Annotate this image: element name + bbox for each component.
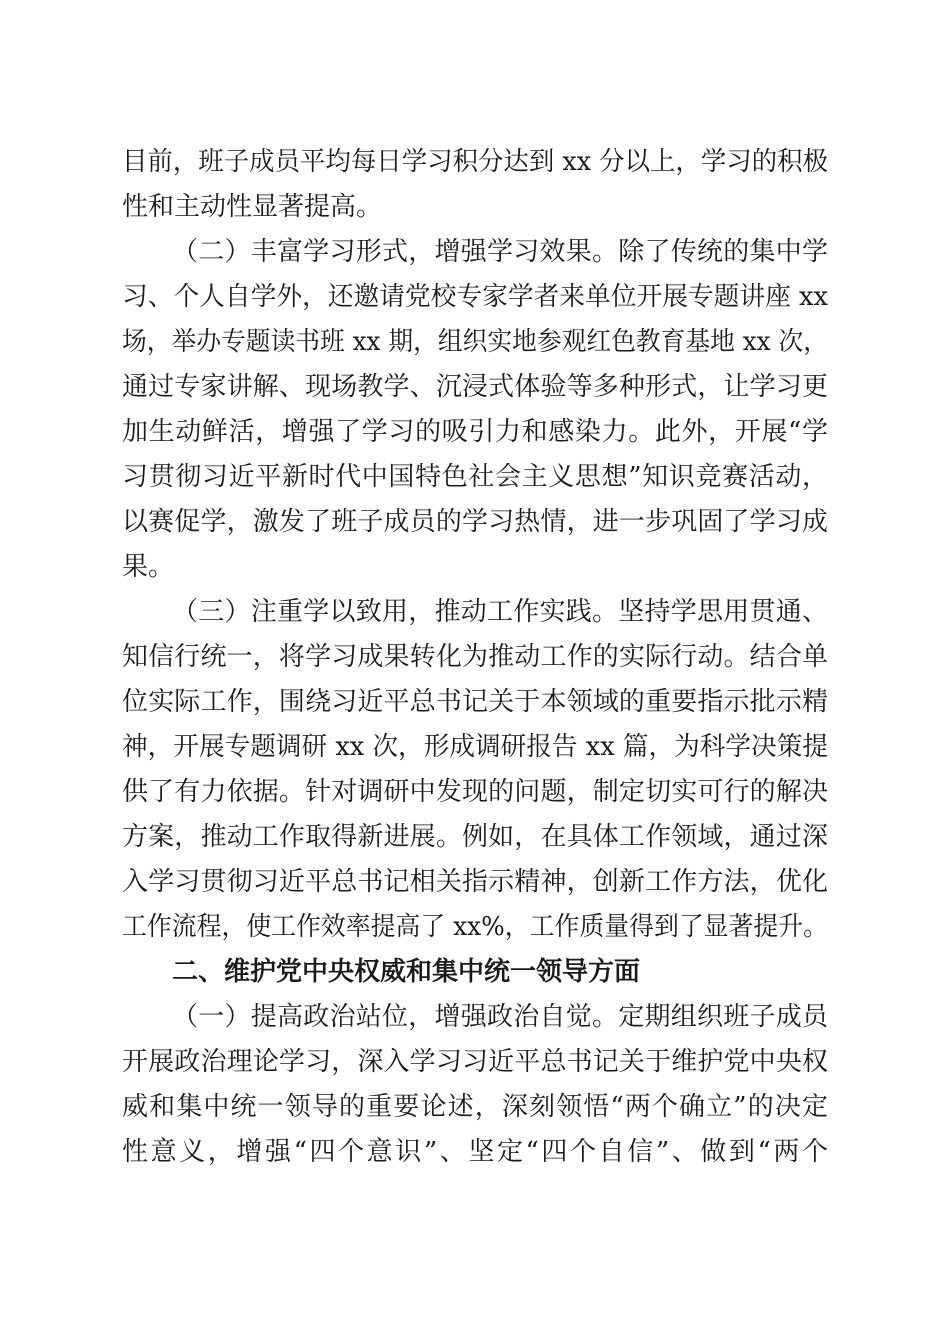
line-text: 威和集中统一领导的重要论述，深刻领悟“两个确立”的决定 (122, 1092, 830, 1122)
text-line (0, 1086, 950, 1128)
line-text: 性意义，增强“四个意识”、坚定“四个自信”、做到“两个 (122, 1137, 831, 1167)
heading-text: 二、维护党中央权威和集中统一领导方面 (172, 957, 641, 987)
text-line (0, 681, 950, 723)
text-line (0, 231, 950, 273)
text-line (0, 411, 950, 453)
line-text: （一）提高政治站位，增强政治自觉。定期组织班子成员 (172, 1002, 829, 1032)
text-line (0, 861, 950, 903)
text-line (0, 816, 950, 858)
text-line (0, 276, 950, 318)
text-line (0, 456, 950, 498)
text-line (0, 1041, 950, 1083)
text-line (0, 906, 950, 948)
line-text: （三）注重学以致用，推动工作实践。坚持学思用贯通、 (172, 597, 829, 627)
line-text: 通过专家讲解、现场教学、沉浸式体验等多种形式，让学习更 (122, 372, 829, 402)
text-line (0, 1131, 950, 1173)
text-line (0, 996, 950, 1038)
line-text: 位实际工作，围绕习近平总书记关于本领域的重要指示批示精 (122, 687, 829, 717)
section-heading (0, 951, 950, 993)
line-text: 习、个人自学外，还邀请党校专家学者来单位开展专题讲座 xx (122, 282, 828, 312)
line-text: 习贯彻习近平新时代中国特色社会主义思想”知识竞赛活动， (122, 462, 829, 492)
text-line (0, 636, 950, 678)
text-line (0, 501, 950, 543)
line-text: 工作流程，使工作效率提高了 xx%，工作质量得到了显著提升。 (122, 912, 828, 942)
text-line (0, 366, 950, 408)
text-line (0, 321, 950, 363)
text-line (0, 186, 950, 228)
line-text: 果。 (122, 552, 175, 582)
line-text: 加生动鲜活，增强了学习的吸引力和感染力。此外，开展“学 (122, 417, 829, 447)
line-text: 神，开展专题调研 xx 次，形成调研报告 xx 篇，为科学决策提 (122, 732, 828, 762)
line-text: 以赛促学，激发了班子成员的学习热情，进一步巩固了学习成 (122, 507, 829, 537)
line-text: （二）丰富学习形式，增强学习效果。除了传统的集中学 (172, 237, 829, 267)
text-line (0, 591, 950, 633)
text-line (0, 546, 950, 588)
text-line (0, 726, 950, 768)
line-text: 性和主动性显著提高。 (122, 192, 383, 222)
line-text: 入学习贯彻习近平总书记相关指示精神，创新工作方法，优化 (122, 867, 829, 897)
text-line (0, 141, 950, 183)
line-text: 方案，推动工作取得新进展。例如，在具体工作领域，通过深 (122, 822, 829, 852)
line-text: 知信行统一，将学习成果转化为推动工作的实际行动。结合单 (122, 642, 829, 672)
line-text: 场，举办专题读书班 xx 期，组织实地参观红色教育基地 xx 次， (122, 327, 828, 357)
line-text: 供了有力依据。针对调研中发现的问题，制定切实可行的解决 (122, 777, 829, 807)
text-line (0, 771, 950, 813)
line-text: 开展政治理论学习，深入学习习近平总书记关于维护党中央权 (122, 1047, 829, 1077)
line-text: 目前，班子成员平均每日学习积分达到 xx 分以上，学习的积极 (122, 147, 828, 177)
